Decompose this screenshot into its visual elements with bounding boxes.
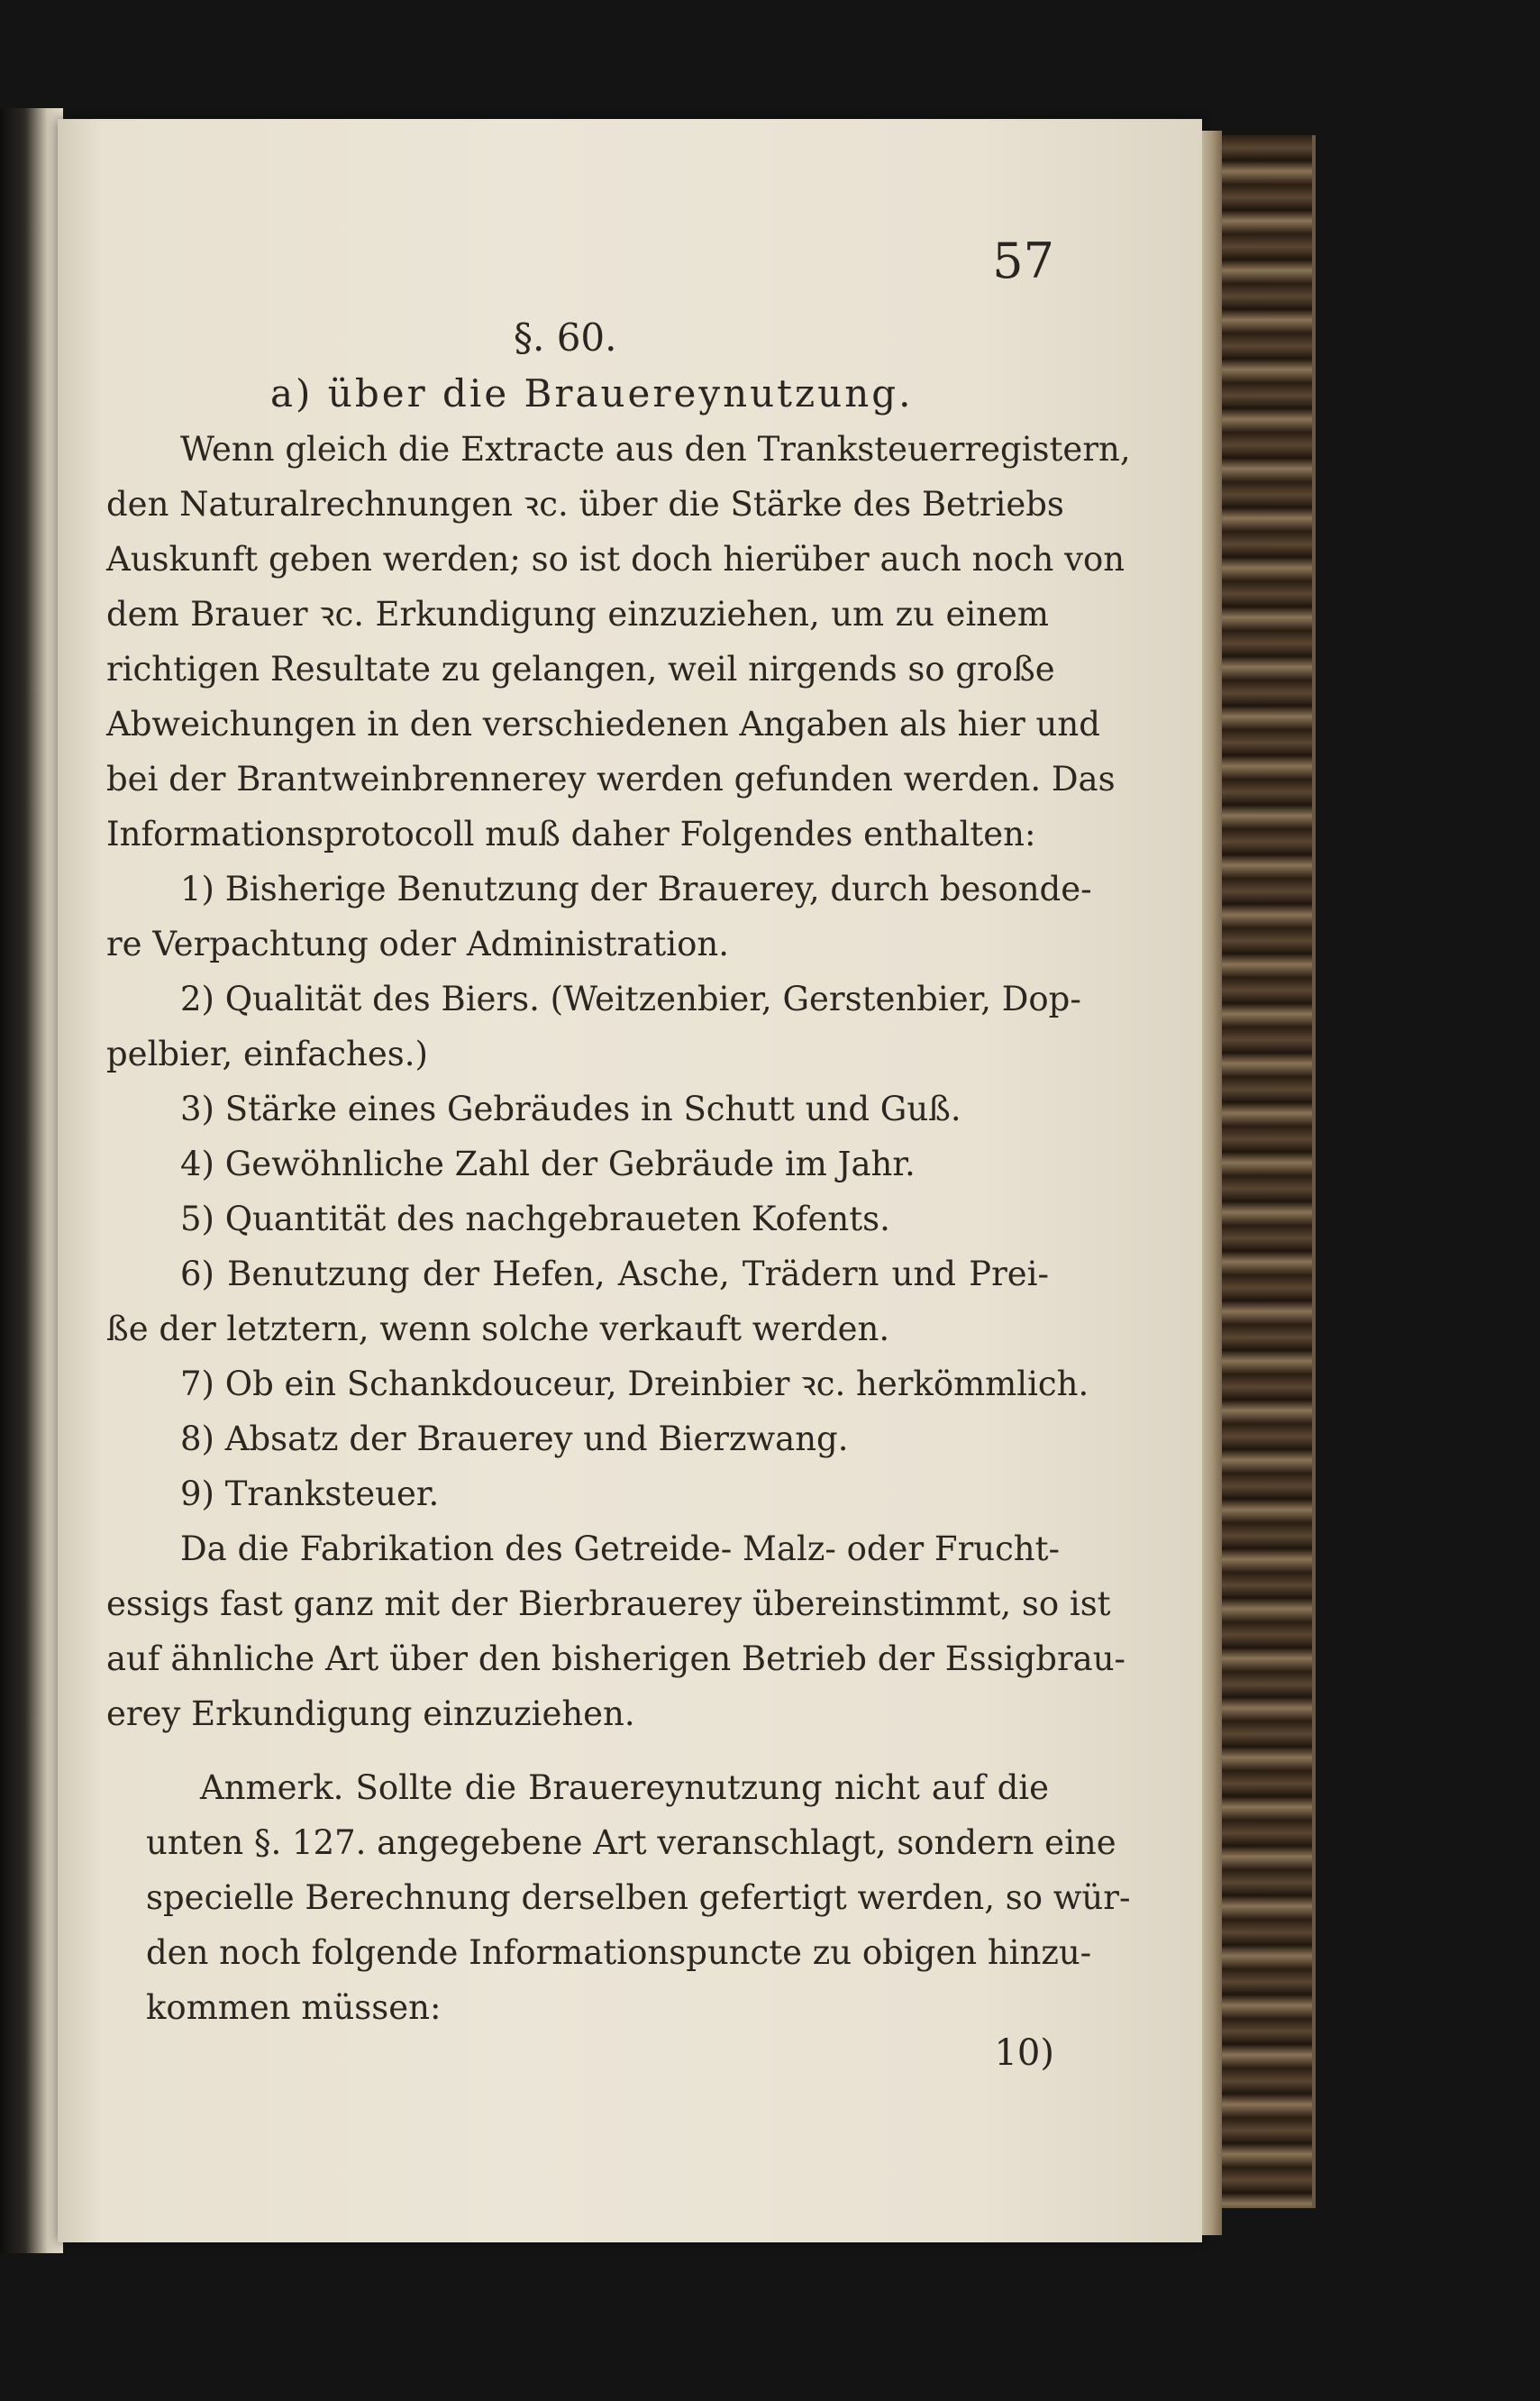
list-item: 4) Gewöhnliche Zahl der Gebräude im Jahr. (180, 1145, 916, 1183)
note-line: specielle Berechnung derselben gefertigt werden, so wür- (146, 1878, 1131, 1917)
text-line: Wenn gleich die Extracte aus den Tranksteuerregistern, (180, 430, 1131, 469)
list-item: 9) Tranksteuer. (180, 1474, 440, 1513)
list-item: 6) Benutzung der Hefen, Asche, Trädern und Prei- (180, 1255, 1049, 1293)
text-line: Auskunft geben werden; so ist doch hierüber auch noch von (106, 540, 1125, 579)
text-line: pelbier, einfaches.) (106, 1035, 428, 1073)
text-line: Da die Fabrikation des Getreide- Malz- oder Frucht- (180, 1529, 1061, 1568)
list-item: 1) Bisherige Benutzung der Brauerey, durch besonde- (180, 870, 1092, 908)
list-item: 7) Ob ein Schankdouceur, Dreinbier ꝛc. herkömmlich. (180, 1365, 1089, 1403)
text-line: auf ähnliche Art über den bisherigen Betrieb der Essigbrau- (106, 1639, 1126, 1678)
text-line: essigs fast ganz mit der Bierbrauerey übereinstimmt, so ist (106, 1584, 1111, 1623)
page-stack-edge (1202, 131, 1222, 2235)
note-line: kommen müssen: (146, 1988, 442, 2027)
text-line: richtigen Resultate zu gelangen, weil nirgends so große (106, 650, 1055, 689)
note-line: den noch folgende Informationspuncte zu obigen hinzu- (146, 1933, 1092, 1972)
text-line: Informationsprotocoll muß daher Folgendes enthalten: (106, 815, 1036, 854)
book-left-edge (0, 108, 63, 2253)
list-item: 3) Stärke eines Gebräudes in Schutt und Guß. (180, 1090, 961, 1128)
text-line: dem Brauer ꝛc. Erkundigung einzuziehen, um zu einem (106, 595, 1049, 634)
note-line: unten §. 127. angegebene Art veranschlagt, sondern eine (146, 1823, 1116, 1862)
subheading: a) über die Brauereynutzung. (270, 371, 914, 415)
section-heading: §. 60. (514, 315, 617, 360)
text-line: bei der Brantweinbrennerey werden gefunden werden. Das (106, 760, 1116, 799)
list-item: 8) Absatz der Brauerey und Bierzwang. (180, 1420, 849, 1458)
catchword: 10) (994, 2032, 1054, 2074)
page-number: 57 (992, 233, 1054, 289)
text-line: ße der letztern, wenn solche verkauft werden. (106, 1310, 890, 1348)
text-line: erey Erkundigung einzuziehen. (106, 1694, 635, 1733)
book-cover-edge (1222, 135, 1316, 2208)
text-line: Abweichungen in den verschiedenen Angaben als hier und (106, 705, 1100, 744)
text-line: re Verpachtung oder Administration. (106, 925, 729, 963)
list-item: 2) Qualität des Biers. (Weitzenbier, Gerstenbier, Dop- (180, 980, 1081, 1018)
list-item: 5) Quantität des nachgebraueten Kofents. (180, 1200, 890, 1238)
text-line: den Naturalrechnungen ꝛc. über die Stärke des Betriebs (106, 485, 1064, 524)
note-line: Anmerk. Sollte die Brauereynutzung nicht auf die (200, 1768, 1049, 1807)
